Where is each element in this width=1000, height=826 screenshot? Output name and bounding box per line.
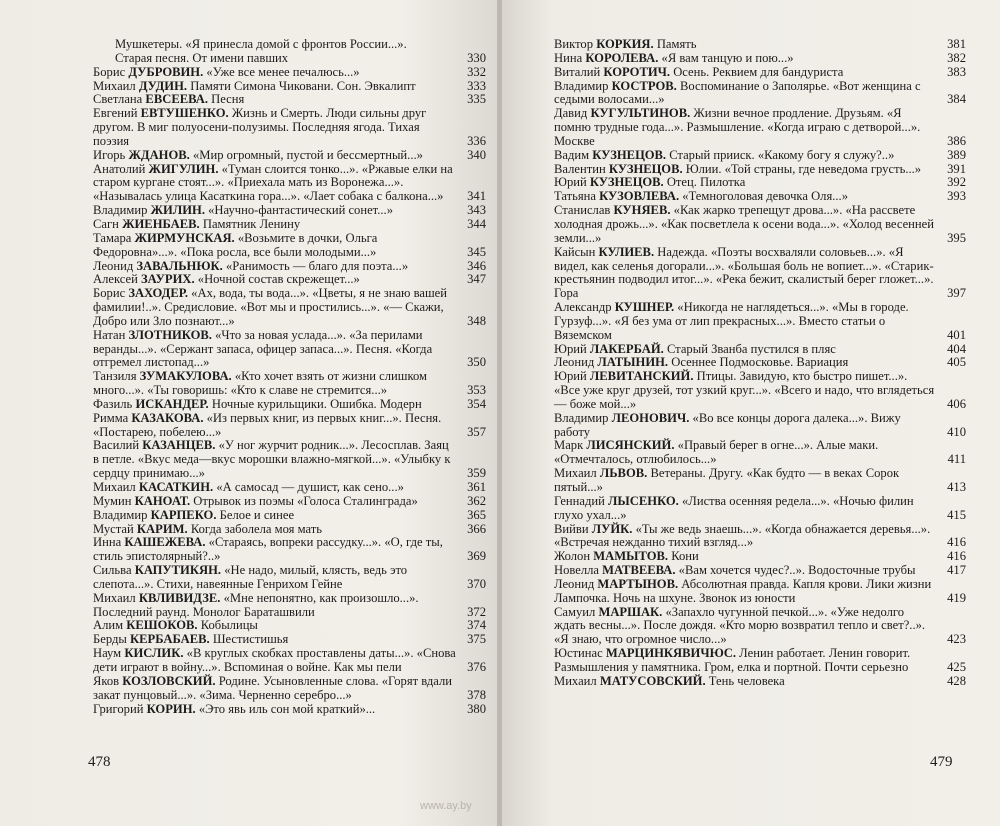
author-surname: ЛЕОНОВИЧ. [611,410,690,425]
entry-titles: «Кто хочет взять от жизни слишком много...». «Ты говоришь: «Кто к славе не стремится...» [93,369,427,398]
entry-page: 376 [467,659,486,674]
author-surname: КУЗОВЛЕВА. [599,189,680,204]
toc-entry [554,675,966,689]
left-page [0,0,498,826]
author-first-name: Владимир [554,410,609,425]
toc-entry [93,163,486,205]
author-surname: КОЗЛОВСКИЙ. [122,673,216,688]
entry-page: 361 [467,480,486,494]
author-surname: ЛЫСЕНКО. [608,493,679,508]
entry-titles: Старый прииск. «Какому богу я служу?..» [669,147,895,162]
toc-entry [93,66,486,80]
entry-page: 404 [947,341,966,356]
entry-titles: «Как жарко трепещут дрова...». «На рассвете холодная дрожь...». «Как посветлела к осени вода...». «Холод весенней земли...» [554,203,934,245]
author-surname: МАРТЫНОВ. [597,576,679,591]
author-first-name: Мумин [93,493,132,508]
author-first-name: Валентин [554,161,606,176]
toc-entry [554,495,966,523]
toc-entry [93,52,486,66]
author-surname: ЛАКЕРБАЙ. [589,341,664,356]
entry-page: 350 [467,355,486,370]
author-surname: КАРПЕКО. [150,507,217,522]
author-surname: КОРОТИЧ. [603,64,671,79]
toc-entry [93,439,486,481]
entry-page: 405 [947,355,966,370]
toc-entry [93,329,486,371]
author-first-name: Леонид [554,576,595,591]
toc-entry [93,80,486,94]
author-first-name: Виктор [554,37,594,51]
entry-page: 406 [947,396,966,411]
entry-titles: Осень. Реквием для бандуриста [673,64,844,79]
author-surname: КОРИН. [146,701,196,716]
author-surname: КАПУТИКЯН. [134,563,222,578]
author-surname: КУЛИЕВ. [598,244,655,259]
toc-entry [554,564,966,578]
author-first-name: Михаил [93,590,136,605]
toc-entry [554,523,966,551]
author-surname: КВЛИВИДЗЕ. [138,590,221,605]
author-first-name: Юрий [554,341,587,356]
author-first-name: Анатолий [93,161,146,176]
entry-titles: Шестистишья [212,632,289,647]
toc-entry [93,38,486,52]
author-surname: ЗУМАКУЛОВА. [139,369,232,384]
author-first-name: Самуил [554,604,596,619]
entry-titles: Жизни вечное продление. Друзьям. «Я помню трудные года...». Размышление. «Когда играю с детворой...». Москве [554,106,921,148]
toc-entry [93,107,486,149]
entry-titles: «Туман слоится тонко...». «Ржавые елки на старом кургане стоят...». «Приехала мать из Воронежа...». «Называлась улица Касаткина гора...». «Лает собака с балкона...» [93,161,453,204]
author-first-name: Владимир [93,203,148,218]
toc-entry [93,218,486,232]
entry-titles: Родине. Усыновленные слова. «Горят вдали закат пунцовый...». «Зима. Черненно серебро...» [93,673,453,702]
author-first-name: Давид [554,106,588,121]
toc-entry [554,467,966,495]
author-first-name: Кайсын [554,244,596,259]
author-surname: КУЗНЕЦОВ. [608,161,683,176]
author-first-name: Геннадий [554,493,605,508]
author-first-name: Сагн [93,216,119,231]
toc-entry [93,592,486,620]
author-surname: ЗЛОТНИКОВ. [128,327,212,342]
entry-titles: «У ног журчит родник...». Лесосплав. Заяц в петле. «Вкус меда—вкус морошки влажно-мягкой...». «Улыбку к сердцу принимаю...» [93,438,451,481]
toc-entry [93,633,486,647]
entry-page: 417 [947,563,966,578]
entry-page: 366 [467,521,486,536]
entry-page: 397 [947,286,966,301]
entry-titles: «Ты же ведь знаешь...». «Когда обнажается деревья...». «Встречая нежданно тихий взгляд...» [554,521,931,550]
entry-titles: «Темноголовая девочка Оля...» [682,189,849,204]
author-first-name: Михаил [93,78,136,93]
author-first-name: Яков [93,673,120,688]
toc-entry [93,675,486,703]
entry-page: 365 [467,507,486,522]
toc-entry [554,412,966,440]
author-first-name: Римма [93,410,129,425]
entry-page: 384 [947,92,966,107]
site-watermark: www.ay.by [420,800,472,812]
entry-page: 428 [947,673,966,688]
author-first-name: Станислав [554,203,611,218]
entry-page: 348 [467,313,486,328]
author-first-name: Александр [554,300,612,315]
toc-entry [93,287,486,329]
author-first-name: Натан [93,327,126,342]
author-first-name: Танзиля [93,369,137,384]
right-page [502,0,1000,826]
entry-page: 419 [947,590,966,605]
toc-entry [93,370,486,398]
toc-entry [554,204,966,246]
author-first-name: Василий [93,438,140,453]
author-surname: МАТУСОВСКИЙ. [599,673,706,688]
entry-titles: Белое и синее [219,507,295,522]
author-surname: КАСАТКИН. [138,480,214,494]
author-surname: КУЗНЕЦОВ. [592,147,667,162]
author-surname: МАРШАК. [598,604,663,619]
toc-entry [93,481,486,495]
entry-page: 382 [947,50,966,65]
entry-page: 381 [947,37,966,51]
entry-page: 332 [467,64,486,79]
entry-page: 357 [467,424,486,439]
toc-entry [93,93,486,107]
entry-page: 383 [947,64,966,79]
author-first-name: Нина [554,50,583,65]
right-entries [554,38,966,689]
toc-entry [554,550,966,564]
toc-entry [554,80,966,108]
author-surname: КИСЛИК. [124,646,184,661]
entry-titles: «Мир огромный, пустой и бессмертный...» [192,147,423,162]
author-first-name: Берды [93,632,127,647]
author-first-name: Новелла [554,563,600,578]
entry-titles: Ветераны. Другу. «Как будто — в веках Сорок пятый...» [554,466,900,494]
entry-page: 389 [947,147,966,162]
author-surname: КОРКИЯ. [596,37,654,51]
author-surname: ЖИЛИН. [150,203,205,218]
entry-titles: «Я вам танцую и пою...» [661,50,794,65]
entry-titles: Тень человека [708,673,785,688]
author-surname: КАЗАНЦЕВ. [142,438,216,453]
entry-titles: Песня [211,92,245,107]
entry-titles: Надежда. «Поэты восхваляли соловьев...». «Я видел, как селенья догорали...». «Большая боль не вопиет...». «Старик-крестьянин подводил итог...». «Река бежит, скалистый берег гложет...». Гора [554,244,934,301]
entry-titles: «Стараясь, вопреки рассудку...». «О, где ты, стиль эпистолярный?..» [93,535,443,564]
toc-entry [554,370,966,412]
toc-entry [554,647,966,675]
author-first-name: Леонид [93,258,134,273]
author-first-name: Владимир [554,78,609,93]
entry-titles: «Мне непонятно, как произошло...». Последний раунд. Монолог Бараташвили [93,590,419,619]
entry-titles: «Ранимость — благо для поэта...» [225,258,409,273]
author-first-name: Борис [93,64,126,79]
toc-entry [93,412,486,440]
toc-entry [554,163,966,177]
entry-titles: «Во все концы дорога далека...». Вижу работу [554,410,901,439]
author-surname: МАМЫТОВ. [593,549,669,564]
entry-titles: «Из первых книг, из первых книг...». Песня. «Постарею, побелею...» [93,410,442,439]
author-first-name: Марк [554,438,584,453]
entry-page: 344 [467,216,486,231]
entry-titles: «Уже все менее печалюсь...» [206,64,360,79]
toc-entry [554,439,966,467]
author-surname: КУЗНЕЦОВ. [589,175,664,190]
author-first-name: Михаил [93,480,136,494]
entry-page: 386 [947,133,966,148]
entry-page: 416 [947,549,966,564]
toc-entry [554,149,966,163]
author-surname: КЕШОКОВ. [126,618,198,633]
author-surname: ЖИРМУНСКАЯ. [134,230,235,245]
author-surname: ЗАВАЛЬНЮК. [136,258,223,273]
author-surname: КАЗАКОВА. [131,410,204,425]
author-surname: ДУДИН. [138,78,188,93]
entry-titles: Жизнь и Смерть. Люди сильны друг другом. В миг полуосени-полузимы. Последняя ягода. Тихая поэзия [93,106,427,148]
page-number-right: 479 [930,754,953,770]
entry-page: 346 [467,258,486,273]
entry-page: 413 [947,480,966,494]
author-first-name: Игорь [93,147,126,162]
entry-page: 354 [467,396,486,411]
entry-page: 372 [467,604,486,619]
author-surname: МАТВЕЕВА. [602,563,676,578]
author-surname: ЛАТЫНИН. [597,355,669,370]
toc-entry [554,66,966,80]
author-surname: ЛЕВИТАНСКИЙ. [589,369,694,384]
author-first-name: Татьяна [554,189,597,204]
author-surname: ЕВТУШЕНКО. [140,106,229,121]
entry-page: 353 [467,383,486,398]
entry-titles: «В круглых скобках проставлены даты...». «Снова дети играют в войну...». Вспоминая о войне. Как мы пели [93,646,456,674]
entry-page: 330 [467,50,486,65]
toc-entry [554,176,966,190]
entry-page: 359 [467,466,486,481]
author-first-name: Фазиль [93,396,133,411]
entry-page: 347 [467,272,486,287]
author-surname: КАРИМ. [136,521,188,536]
author-surname: КУНЯЕВ. [613,203,671,218]
toc-entry [554,190,966,204]
author-surname: ЖИЕНБАЕВ. [122,216,200,231]
author-first-name: Инна [93,535,122,550]
author-first-name: Леонид [554,355,595,370]
author-surname: ЛИСЯНСКИЙ. [586,438,675,453]
entry-page: 369 [467,549,486,564]
entry-page: 335 [467,92,486,107]
entry-page: 374 [467,618,486,633]
toc-entry [93,398,486,412]
entry-titles: Юлии. «Той страны, где неведома грусть...» [685,161,922,176]
entry-titles: «Что за новая услада...». «За перилами веранды...». «Сержант запаса, офицер запаса...». Песня. «Когда отгремел листопад...» [93,327,433,370]
entry-page: 395 [947,230,966,245]
entry-titles: Осеннее Подмосковье. Вариация [671,355,849,370]
entry-page: 362 [467,493,486,508]
author-surname: КОСТРОВ. [611,78,677,93]
toc-entry [93,523,486,537]
author-surname: МАРЦИНКЯВИЧЮС. [605,646,737,661]
entry-page: 415 [947,507,966,522]
entry-titles: Старый Званба пустился в пляс [666,341,836,356]
entry-page: 423 [947,632,966,647]
entry-titles: «Ах, вода, ты вода...». «Цветы, я не знаю вашей фамилии!..». Средисловие. «Вот мы и простились...». «— Скажи, Добро или Зло познают...» [93,286,447,328]
entry-page: 343 [467,203,486,218]
author-first-name: Алим [93,618,124,633]
author-first-name: Борис [93,286,126,301]
entry-page: 393 [947,189,966,204]
toc-entry [93,619,486,633]
entry-page: 416 [947,535,966,550]
entry-titles: «Листва осенняя редела...». «Ночью филин глухо ухал...» [554,493,914,522]
author-surname: КУШНЕР. [614,300,675,315]
toc-entry [554,38,966,52]
entry-titles: «Научно-фантастический сонет...» [208,203,393,218]
entry-titles: «Правый берег в огне...». Алые маки. «Отмечталось, отлюбилось...» [554,438,879,467]
entry-page: 411 [947,452,966,467]
entry-page: 375 [467,632,486,647]
entry-page: 392 [947,175,966,190]
entry-titles: Кони [671,549,699,564]
entry-page: 410 [947,424,966,439]
page-number-left: 478 [88,754,111,770]
author-first-name: Юстинас [554,646,603,661]
entry-page: 341 [467,189,486,204]
toc-entry [93,564,486,592]
author-surname: ЗАУРИХ. [141,272,195,287]
author-first-name: Владимир [93,507,148,522]
entry-titles: Кобылицы [200,618,258,633]
entry-titles: Отец. Пилотка [666,175,746,190]
entry-titles: «Никогда не наглядеться...». «Мы в городе. Гурзуф...». «Я без ума от лип прекрасных...». Вместо статьи о Вяземском [554,300,909,342]
entry-titles: «А самосад — душист, как сено...» [216,480,404,494]
toc-entry [554,246,966,301]
toc-entry [554,52,966,66]
entry-titles: «Это явь иль сон мой краткий»... [198,701,376,716]
author-first-name: Вийви [554,521,589,536]
author-first-name: Юрий [554,369,587,384]
author-surname: КОРОЛЕВА. [585,50,659,65]
toc-entry [554,107,966,149]
author-surname: КУГУЛЬТИНОВ. [590,106,691,121]
author-surname: ЛУЙК. [591,521,633,536]
entry-titles: Воспоминание о Заполярье. «Вот женщина с седыми волосами...» [554,78,921,107]
author-first-name: Григорий [93,701,144,716]
toc-entry [93,509,486,523]
author-surname: ЕВСЕЕВА. [145,92,208,107]
entry-titles: Птицы. Завидую, кто быстро пишет...». «Все уже круг друзей, тот узкий круг...». «Всего и надо, что вглядеться — боже мой...» [554,369,935,411]
entry-page: 391 [947,161,966,176]
author-first-name: Виталий [554,64,601,79]
entry-titles: Абсолютная правда. Капля крови. Лики жизни Лампочка. Ночь на шхуне. Звонок из юности [554,576,932,605]
entry-titles: «Не надо, милый, клясть, ведь это слепота...». Стихи, навеянные Генрихом Гейне [93,563,408,591]
author-surname: ЛЬВОВ. [599,466,648,481]
author-first-name: Вадим [554,147,590,162]
entry-page: 425 [947,659,966,674]
author-first-name: Светлана [93,92,143,107]
entry-page: 333 [467,78,486,93]
toc-entry [554,301,966,343]
toc-entry [93,273,486,287]
toc-entry [93,149,486,163]
author-first-name: Алексей [93,272,138,287]
author-surname: ЗАХОДЕР. [128,286,189,301]
entry-page: 345 [467,244,486,259]
entry-titles: «Возьмите в дочки, Ольга Федоровна»...». «Пока росла, все были молодыми...» [93,230,378,259]
author-first-name: Жолон [554,549,591,564]
toc-entry [93,647,486,675]
entry-page: 370 [467,576,486,591]
entry-page: 336 [467,133,486,148]
author-first-name: Мустай [93,521,134,536]
toc-entry [554,578,966,606]
entry-titles: Ночные курильщики. Ошибка. Модерн [211,396,422,411]
author-first-name: Юрий [554,175,587,190]
entry-page: 378 [467,687,486,702]
author-surname: ИСКАНДЕР. [135,396,209,411]
entry-titles: Ленин работает. Ленин говорит. Размышления у памятника. Гром, елка и портной. Почти серьезно [554,646,911,674]
toc-entry [93,204,486,218]
author-first-name: Тамара [93,230,132,245]
entry-page: 401 [947,327,966,342]
author-surname: ЖИГУЛИН. [148,161,219,176]
toc-entry [93,232,486,260]
entry-titles: «Ночной состав скрежещет...» [197,272,360,287]
author-surname: КЕРБАБАЕВ. [129,632,210,647]
author-surname: ДУБРОВИН. [128,64,204,79]
entry-titles: Когда заболела моя мать [190,521,322,536]
author-first-name: Наум [93,646,122,661]
toc-entry [93,536,486,564]
toc-entry [93,495,486,509]
toc-entry [93,703,486,717]
entry-titles: Старая песня. От имени павших [115,50,289,65]
left-entries [93,38,486,716]
entry-titles: Мушкетеры. «Я принесла домой с фронтов России...». [115,37,407,51]
entry-titles: Отрывок из поэмы «Голоса Сталинграда» [193,493,418,508]
entry-titles: Память [656,37,697,51]
author-first-name: Михаил [554,673,597,688]
author-first-name: Евгений [93,106,138,121]
toc-entry [554,343,966,357]
entry-page: 380 [467,701,486,716]
entry-titles: «Вам хочется чудес?..». Водосточные трубы [678,563,916,578]
author-first-name: Михаил [554,466,597,481]
author-surname: КАНОАТ. [134,493,191,508]
entry-titles: «Запахло чугунной печкой...». «Уже недолго ждать весны...». После дождя. «Кто морю возвратил тепло и свет?..». «Я знаю, что огромное число...» [554,604,926,647]
toc-entry [554,356,966,370]
author-surname: ЖДАНОВ. [128,147,190,162]
toc-entry [93,260,486,274]
toc-entry [554,606,966,648]
author-surname: КАШЕЖЕВА. [124,535,206,550]
entry-page: 340 [467,147,486,162]
entry-titles: Памятник Ленину [202,216,301,231]
entry-titles: Памяти Симона Чиковани. Сон. Эвкалипт [190,78,416,93]
author-first-name: Сильва [93,563,132,578]
